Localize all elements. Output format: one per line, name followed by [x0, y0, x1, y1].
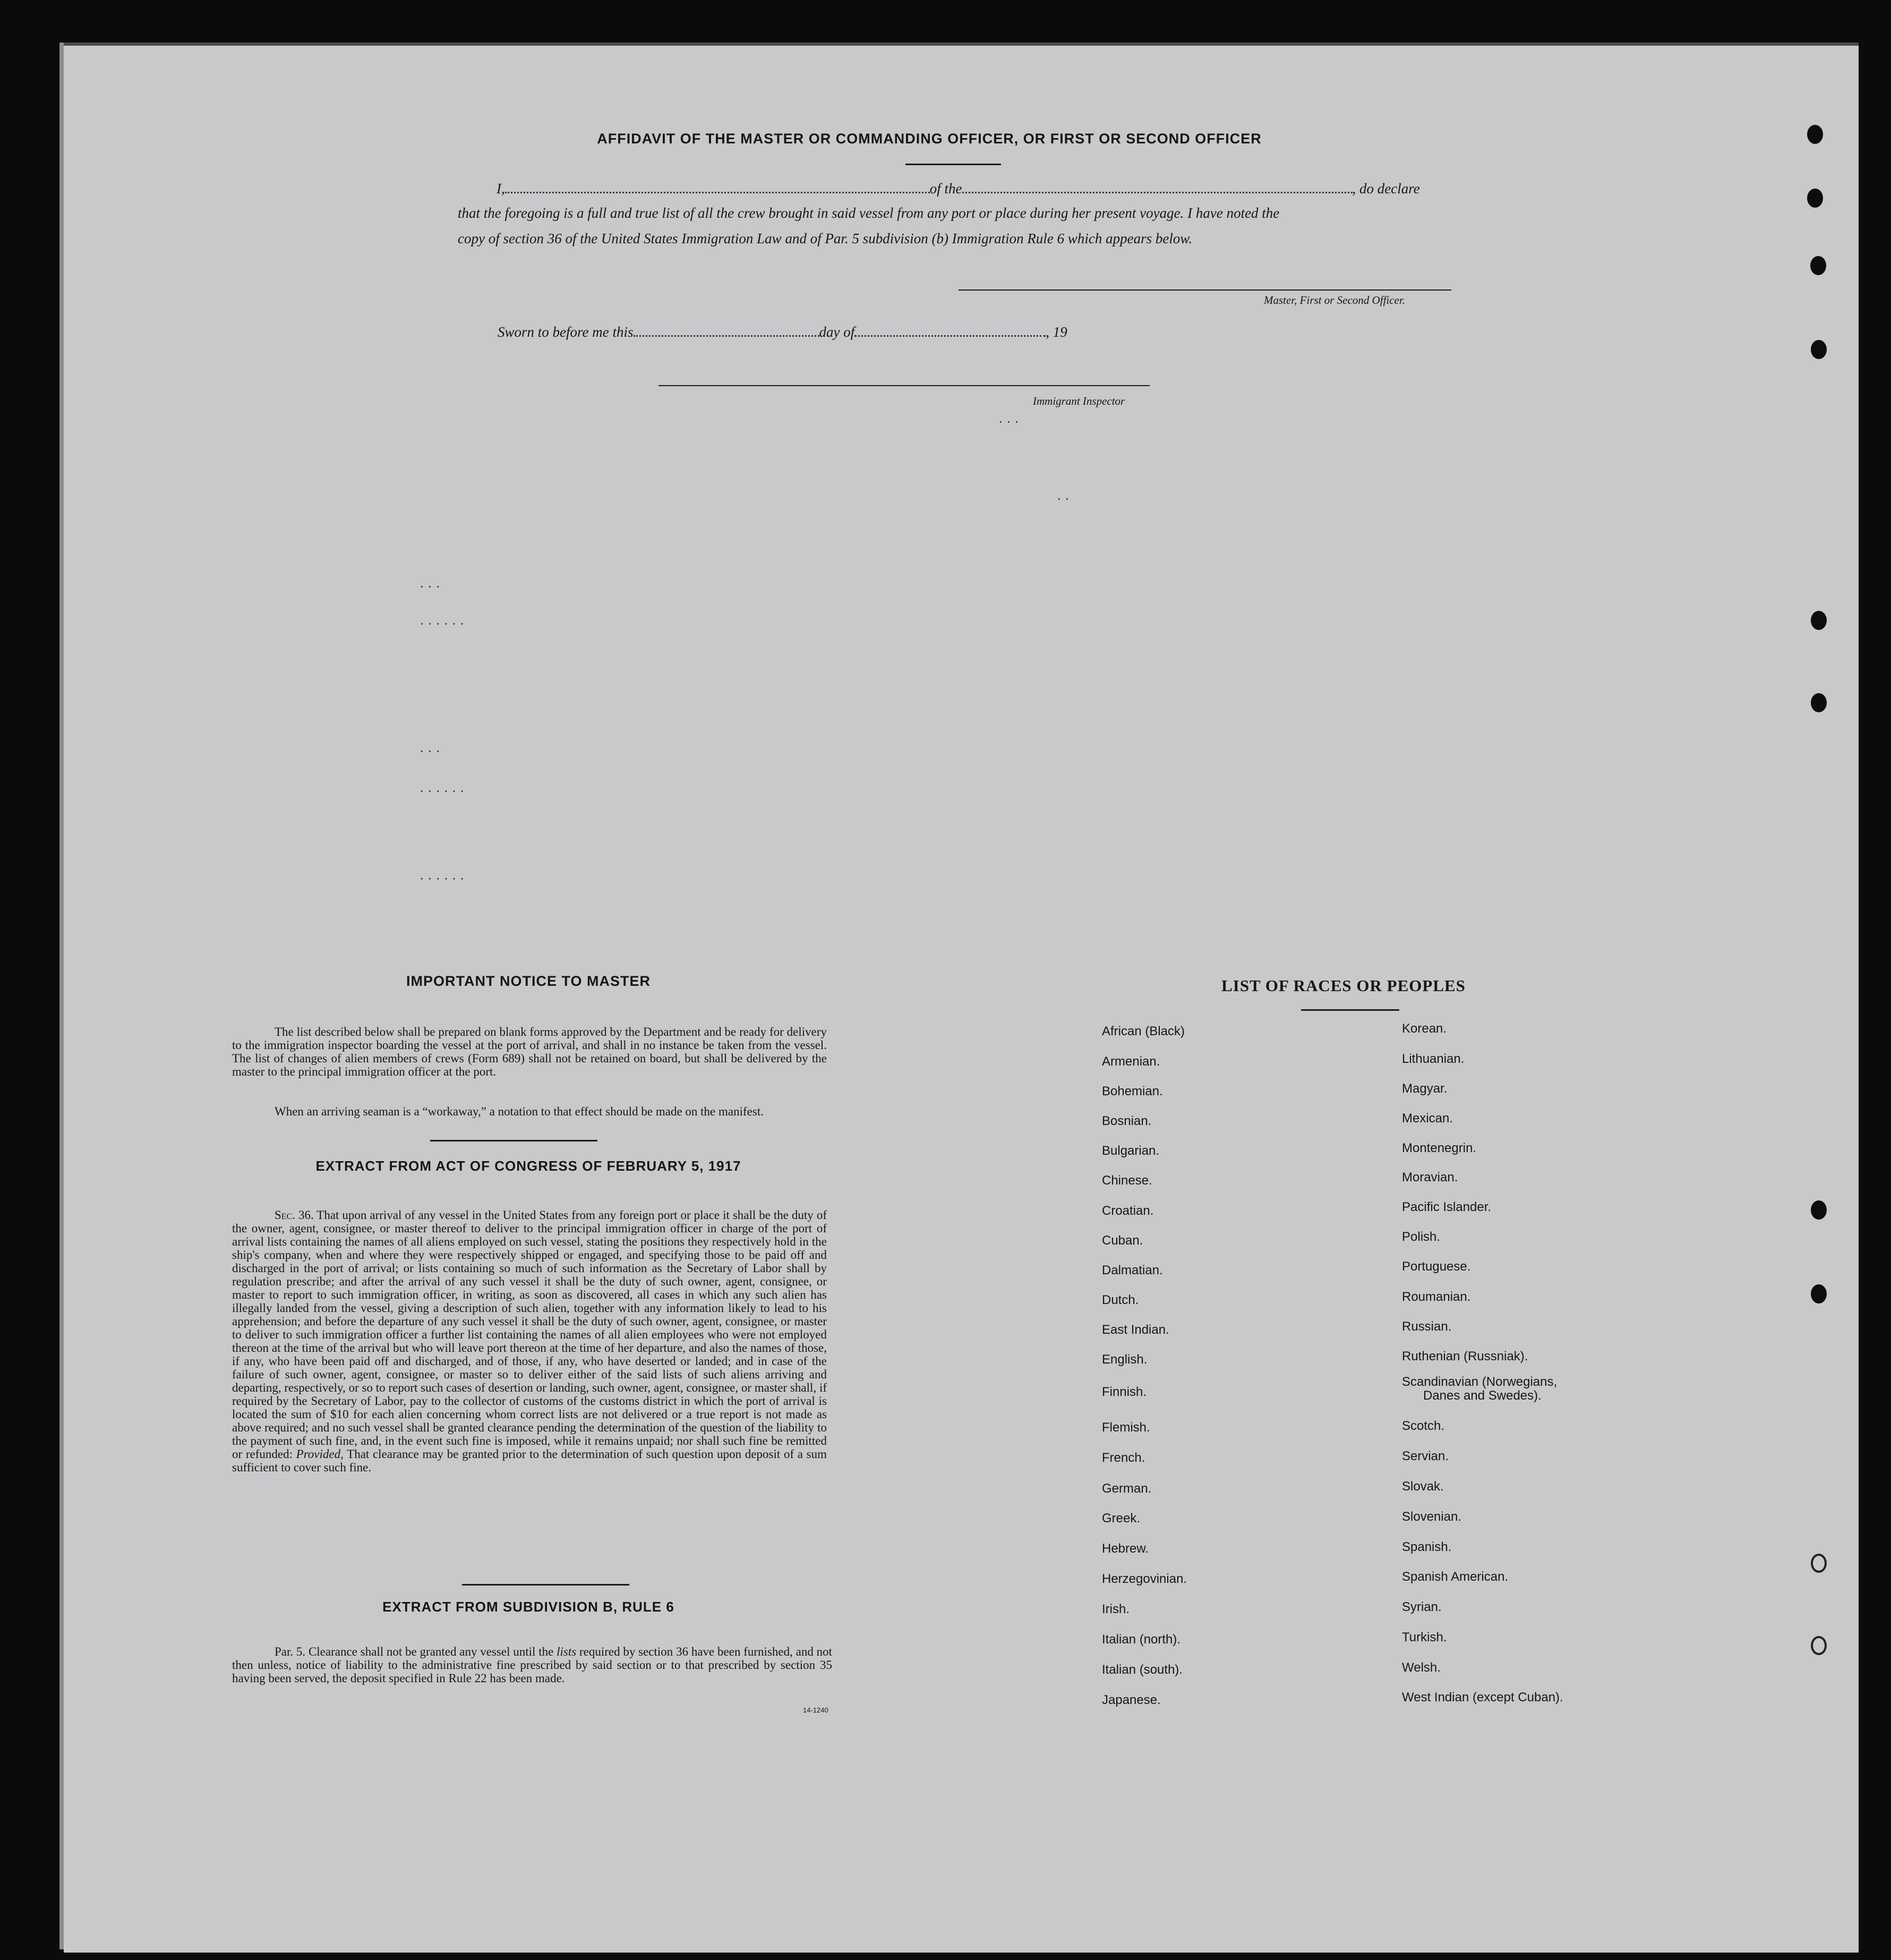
race-item: Moravian.: [1402, 1170, 1458, 1184]
race-item: Spanish American.: [1402, 1570, 1509, 1584]
page-edge: [59, 42, 64, 1949]
race-item: Herzegovinian.: [1102, 1572, 1187, 1586]
extract-act-title: EXTRACT FROM ACT OF CONGRESS OF FEBRUARY 5, 1917: [315, 1158, 741, 1174]
race-item: Chinese.: [1102, 1173, 1152, 1188]
race-item: Turkish.: [1402, 1630, 1447, 1644]
race-item: Magyar.: [1402, 1081, 1448, 1096]
race-item: Armenian.: [1102, 1054, 1160, 1069]
bleed-through-marks: · · · · · ·: [420, 871, 465, 887]
race-item: Greek.: [1102, 1511, 1141, 1526]
rule-text-b: required by section 36 have been furnished, and not then unless, notice of liability to the administrative fine prescribed by said section or to that prescribed by section 35 having been served, the deposit specified in Rule 22 has been made.: [232, 1645, 833, 1685]
rule-6-text: [232, 1645, 832, 1685]
race-item: English.: [1102, 1352, 1148, 1367]
sworn-month-blank[interactable]: [854, 334, 1046, 337]
affidavit-line-3: copy of section 36 of the United States Immigration Law and of Par. 5 subdivision (b) Immigration Rule 6 which appears below.: [458, 231, 1193, 246]
race-item: Irish.: [1102, 1602, 1130, 1616]
race-item: Finnish.: [1102, 1385, 1147, 1399]
races-title-underline: [1301, 1009, 1399, 1011]
race-item: Welsh.: [1402, 1660, 1441, 1675]
race-item: Dutch.: [1102, 1293, 1139, 1307]
rule-text-a: Par. 5. Clearance shall not be granted any vessel until the: [275, 1645, 554, 1658]
notice-paragraph-2: When an arriving seaman is a “workaway,” a notation to that effect should be made on the manifest.: [275, 1105, 764, 1118]
race-item: Pacific Islander.: [1402, 1200, 1492, 1214]
race-item: Syrian.: [1402, 1600, 1442, 1614]
lists-word: lists: [557, 1645, 577, 1658]
section-divider: [462, 1584, 629, 1586]
race-item: Lithuanian.: [1402, 1052, 1465, 1066]
race-item: Croatian.: [1102, 1204, 1154, 1218]
affidavit-of-the-label: of the: [929, 181, 962, 197]
name-blank[interactable]: [505, 191, 930, 193]
sworn-day-blank[interactable]: [634, 334, 819, 337]
punch-hole-icon: [1811, 611, 1827, 630]
race-item: Bohemian.: [1102, 1084, 1163, 1098]
vessel-blank[interactable]: [962, 191, 1353, 193]
race-item: Servian.: [1402, 1449, 1449, 1463]
punch-hole-icon: [1811, 1200, 1827, 1220]
punch-hole-icon: [1811, 693, 1827, 712]
bleed-through-marks: · · ·: [420, 579, 440, 594]
race-item: Scotch.: [1402, 1419, 1445, 1433]
race-item: Spanish.: [1402, 1540, 1452, 1554]
title-underline: [905, 164, 1001, 165]
sworn-day-of: day of: [819, 324, 855, 340]
section-text: That upon arrival of any vessel in the United States from any foreign port or place it shall be the duty of the owner, agent, consignee, or master thereof to deliver to the principal immigration officer in charge of the port of arrival lists containing the names of all aliens employed on such vessel, stating the positions they respectively hold in the ship's company, when and where they were respectively shipped or engaged, and specifying those to be paid off and discharged in the port of arrival; or lists containing so much of such information as the Secretary of Labor shall by regulation prescribe; and after the arrival of any such vessel it shall be the duty of such owner, agent, consignee, or master to report to such immigration officer, in writing, as soon as discovered, all cases in which any such alien has illegally landed from the vessel, giving a description of such alien, together with any information likely to lead to his apprehension; and before the departure of any such vessel it shall be the duty of such owner, agent, consignee, or master to deliver to such immigration officer a further list containing the names of all alien employees who were not employed thereon at the time of the arrival but who will leave port thereon at the time of her departure, and also the names of those, if any, who have been paid off and discharged, and of those, if any, who have deserted or landed; and in case of the failure of such owner, agent, consignee, or master so to deliver either of the said lists of such aliens arriving and departing, respectively, or so to report such cases of desertion or landing, such owner, agent, consignee, or master shall, if required by the Secretary of Labor, pay to the collector of customs of the customs district in which the port of arrival is located the sum of $10 for each alien concerning whom correct lists are not delivered or a true report is not made as above required; and no such vessel shall be granted clearance pending the determination of the question of the liability to the payment of such fine, and, in the event such fine is imposed, while it remains unpaid; nor shall such fine be remitted or refunded:: [232, 1208, 827, 1461]
bleed-through-marks: · · ·: [420, 744, 440, 759]
race-item: Cuban.: [1102, 1233, 1143, 1248]
proviso-word: Provided,: [296, 1447, 344, 1461]
bleed-through-marks: · · · · · ·: [420, 783, 465, 799]
form-code: 14-1240: [803, 1706, 828, 1714]
master-signature-label: Master, First or Second Officer.: [1264, 294, 1405, 306]
sworn-line: [498, 324, 1067, 340]
inspector-label: Immigrant Inspector: [1033, 395, 1125, 407]
race-item: Flemish.: [1102, 1420, 1150, 1435]
master-signature-line[interactable]: [959, 289, 1451, 291]
punch-hole-icon: [1810, 256, 1826, 275]
race-item: West Indian (except Cuban).: [1402, 1690, 1563, 1705]
race-item: Italian (south).: [1102, 1663, 1183, 1677]
sworn-prefix: Sworn to before me this: [498, 324, 634, 340]
section-36-text: [232, 1208, 827, 1474]
race-item: Hebrew.: [1102, 1541, 1149, 1556]
race-item: Slovak.: [1402, 1479, 1444, 1494]
sworn-year: , 19: [1046, 324, 1067, 340]
race-item: Bosnian.: [1102, 1114, 1152, 1128]
proviso-text: That clearance may be granted prior to the determination of such question upon deposit of a sum sufficient to cover such fine.: [232, 1447, 827, 1474]
race-item: German.: [1102, 1481, 1152, 1496]
race-item: Italian (north).: [1102, 1632, 1181, 1647]
race-item: Portuguese.: [1402, 1259, 1471, 1274]
race-item: Korean.: [1402, 1021, 1447, 1036]
affidavit-i-label: I,: [497, 181, 505, 197]
affidavit-declare-label: do declare: [1359, 181, 1420, 197]
punch-hole-icon: [1811, 1284, 1827, 1303]
race-item: Slovenian.: [1402, 1510, 1462, 1524]
race-item: Polish.: [1402, 1230, 1441, 1244]
race-item: Dalmatian.: [1102, 1263, 1163, 1277]
bleed-through-marks: · · · · · ·: [420, 616, 465, 632]
bleed-through-marks: · ·: [1057, 491, 1069, 507]
race-item: Ruthenian (Russniak).: [1402, 1349, 1528, 1364]
race-item: East Indian.: [1102, 1323, 1169, 1337]
affidavit-line-1: I, of the , do declare: [497, 181, 1420, 197]
affidavit-line-2: that the foregoing is a full and true list of all the crew brought in said vessel from any port or place during her present voyage. I have noted the: [458, 205, 1280, 221]
extract-rule-title: EXTRACT FROM SUBDIVISION B, RULE 6: [382, 1599, 674, 1615]
section-divider: [430, 1140, 597, 1141]
punch-hole-icon: [1811, 1554, 1827, 1573]
race-item: Bulgarian.: [1102, 1144, 1160, 1158]
race-item: Mexican.: [1402, 1111, 1453, 1126]
race-item: Russian.: [1402, 1319, 1452, 1334]
notice-paragraph-1: The list described below shall be prepared on blank forms approved by the Department and be ready for delivery to the immigration inspector boarding the vessel at the port of arrival, and shall in no instance be taken from the vessel. The list of changes of alien members of crews (Form 689) shall not be retained on board, but shall be delivered by the master to the principal immigration officer at the port.: [232, 1025, 827, 1078]
races-title: LIST OF RACES OR PEOPLES: [1221, 976, 1466, 995]
race-item: Danes and Swedes).: [1423, 1388, 1542, 1403]
section-label: Sec. 36.: [275, 1208, 314, 1222]
race-item: Japanese.: [1102, 1693, 1161, 1707]
affidavit-title: AFFIDAVIT OF THE MASTER OR COMMANDING OFFICER, OR FIRST OR SECOND OFFICER: [597, 131, 1262, 147]
race-item: French.: [1102, 1451, 1145, 1465]
inspector-signature-line[interactable]: [658, 385, 1150, 386]
race-item: Montenegrin.: [1402, 1141, 1477, 1155]
race-item: Scandinavian (Norwegians,: [1402, 1375, 1558, 1389]
race-item: Roumanian.: [1402, 1290, 1471, 1304]
punch-hole-icon: [1811, 340, 1827, 359]
bleed-through-marks: · · ·: [998, 414, 1019, 430]
punch-hole-icon: [1811, 1636, 1827, 1655]
race-item: African (Black): [1102, 1024, 1185, 1038]
punch-hole-icon: [1807, 125, 1823, 144]
punch-hole-icon: [1807, 189, 1823, 208]
notice-title: IMPORTANT NOTICE TO MASTER: [406, 973, 651, 989]
